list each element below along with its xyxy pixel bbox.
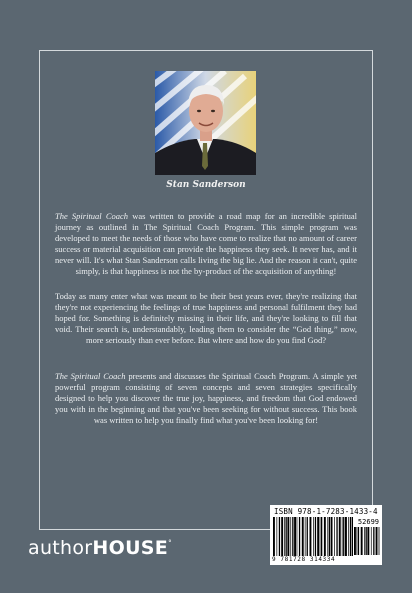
author-name: Stan Sanderson: [166, 180, 246, 190]
description-paragraph-2: Today as many enter what was meant to be their best years ever, they're realizing that they're not experiencing the feelings of true happiness and personal fulfilment they had hoped for. Something is definitely missing in their life, and they're looking to fill that void. Their search is, understandably, leading them to consider the “God thing,” now, more seriously than ever before. But where and how do you find God?: [55, 291, 357, 346]
logo-text-light: author: [28, 537, 93, 559]
description-paragraph-3: [55, 371, 357, 426]
author-photo: [155, 71, 256, 175]
paragraph-text: was written to provide a road map for an incredible spiritual journey as outlined in The Spiritual Coach Program. This simple program was developed to meet the needs of those who have come to realize that no amount of career success or material acquisition can provide the happiness they seek. It never has, and it never will. It's what Stan Sanderson calls living the big lie. And the reason it can't, quite simply, is that happiness is not the by-product of the acquisition of anything!: [55, 211, 357, 277]
isbn-barcode: [270, 505, 382, 565]
logo-text-bold: HOUSE: [92, 537, 169, 559]
paragraph-text: presents and discusses the Spiritual Coach Program. A simple yet powerful program consisting of seven concepts and seven strategies specifically designed to help you discover the true joy, happiness, and freedom that God endowed you with in the beginning and that you've been seeking for without success. This book was written to help you finally find what you've been looking for!: [55, 371, 357, 426]
logo-mark: °: [168, 539, 172, 547]
price-code: 52699: [357, 518, 379, 526]
barcode-bars-icon: [273, 517, 353, 556]
author-portrait-icon: [155, 71, 256, 175]
book-title: The Spiritual Coach: [55, 371, 126, 381]
barcode-digits: 9 781728 314334: [272, 556, 336, 563]
isbn-number: ISBN 978-1-7283-1433-4: [274, 507, 378, 516]
publisher-logo: [28, 537, 172, 559]
addon-barcode-icon: [354, 527, 380, 555]
book-title: The Spiritual Coach: [55, 211, 129, 221]
description-paragraph-1: [55, 211, 357, 278]
